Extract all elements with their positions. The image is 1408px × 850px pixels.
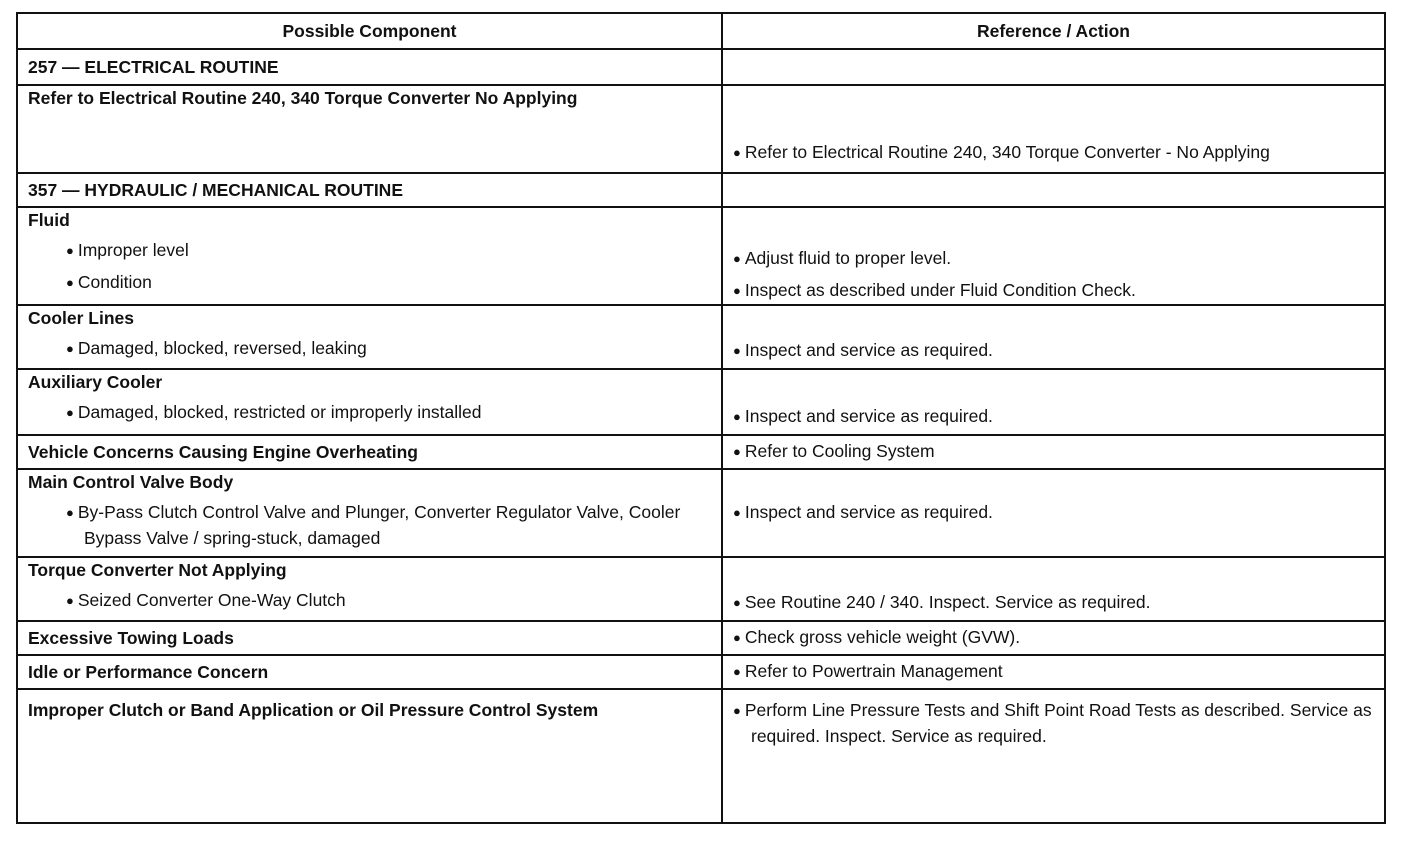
action-text: Check gross vehicle weight (GVW). (744, 627, 1021, 647)
header-row (17, 13, 1385, 49)
action-text: Inspect and service as required. (744, 340, 993, 360)
action-electrical-ref: ● Refer to Electrical Routine 240, 340 Torque Converter - No Applying (733, 140, 1374, 166)
header-reference-action: Reference / Action (722, 13, 1385, 49)
header-possible-component: Possible Component (17, 13, 722, 49)
bullet-icon (733, 248, 745, 268)
bullet-icon (733, 340, 745, 360)
component-title-towing: Excessive Towing Loads (17, 621, 722, 655)
item-text: Seized Converter One-Way Clutch (77, 590, 346, 610)
action-cell (722, 369, 1385, 435)
action-cell (722, 557, 1385, 621)
section-title-electrical: 257 — ELECTRICAL ROUTINE (17, 49, 722, 85)
bullet-icon (733, 627, 745, 647)
list-item (28, 400, 711, 426)
bullet-icon (733, 280, 745, 300)
component-title-tc-not-applying: Torque Converter Not Applying (28, 560, 287, 580)
list-item (28, 500, 711, 550)
component-title-clutch-band: Improper Clutch or Band Application or Oil Pressure Control System (17, 689, 722, 823)
diagnosis-table (16, 12, 1386, 824)
action-cell (722, 85, 1385, 173)
list-item (733, 246, 1374, 272)
component-title-cooler-lines: Cooler Lines (28, 308, 134, 328)
empty-cell (722, 49, 1385, 85)
action-cell (722, 655, 1385, 689)
table-row (17, 207, 1385, 305)
component-electrical-ref: Refer to Electrical Routine 240, 340 Torque Converter No Applying (17, 85, 722, 173)
item-text: ● By-Pass Clutch Control Valve and Plunger, Converter Regulator Valve, Cooler Bypass Valve / spring-stuck, damaged (66, 500, 711, 550)
list-item (28, 336, 711, 362)
component-cell (17, 369, 722, 435)
action-text: Refer to Powertrain Management (744, 661, 1003, 681)
list-item (28, 238, 711, 264)
bullet-icon (733, 441, 745, 461)
table-row (17, 689, 1385, 823)
list-item (28, 270, 711, 296)
table-row (17, 557, 1385, 621)
bullet-icon (733, 592, 745, 612)
action-text: See Routine 240 / 340. Inspect. Service as required. (744, 592, 1151, 612)
table-row (17, 655, 1385, 689)
component-title-overheating: Vehicle Concerns Causing Engine Overheating (17, 435, 722, 469)
table-row (17, 369, 1385, 435)
table-row (17, 435, 1385, 469)
action-text: Inspect as described under Fluid Condition Check. (744, 280, 1136, 300)
item-text: Improper level (77, 240, 189, 260)
table-row (17, 305, 1385, 369)
item-text: Damaged, blocked, restricted or improperly installed (77, 402, 482, 422)
action-text: Refer to Cooling System (744, 441, 935, 461)
empty-cell (722, 173, 1385, 207)
item-text: Damaged, blocked, reversed, leaking (77, 338, 367, 358)
action-cell (722, 621, 1385, 655)
bullet-icon (733, 406, 745, 426)
component-title-idle: Idle or Performance Concern (17, 655, 722, 689)
component-cell (17, 557, 722, 621)
list-item (28, 588, 711, 614)
component-cell (17, 305, 722, 369)
component-cell (17, 207, 722, 305)
list-item (733, 278, 1374, 304)
action-cell (722, 469, 1385, 557)
section-row-electrical (17, 49, 1385, 85)
bullet-icon (66, 338, 78, 358)
table-row (17, 469, 1385, 557)
action-text: Inspect and service as required. (744, 406, 993, 426)
bullet-icon (66, 402, 78, 422)
section-row-hydraulic (17, 173, 1385, 207)
item-text: Condition (77, 272, 152, 292)
component-title-aux-cooler: Auxiliary Cooler (28, 372, 163, 392)
action-cell (722, 207, 1385, 305)
bullet-icon (66, 240, 78, 260)
component-title-valve-body: Main Control Valve Body (28, 472, 234, 492)
table-row (17, 621, 1385, 655)
action-text: Inspect and service as required. (744, 502, 993, 522)
component-title-fluid: Fluid (28, 210, 70, 230)
action-cell (722, 305, 1385, 369)
action-cell (722, 689, 1385, 823)
bullet-icon (733, 661, 745, 681)
action-cell (722, 435, 1385, 469)
bullet-icon (733, 502, 745, 522)
bullet-icon (66, 590, 78, 610)
action-text: Adjust fluid to proper level. (744, 248, 952, 268)
component-cell (17, 469, 722, 557)
table-row (17, 85, 1385, 173)
section-title-hydraulic: 357 — HYDRAULIC / MECHANICAL ROUTINE (17, 173, 722, 207)
action-clutch-band: ● Perform Line Pressure Tests and Shift Point Road Tests as described. Service as required. Inspect. Service as required. (733, 698, 1374, 748)
bullet-icon (66, 272, 78, 292)
